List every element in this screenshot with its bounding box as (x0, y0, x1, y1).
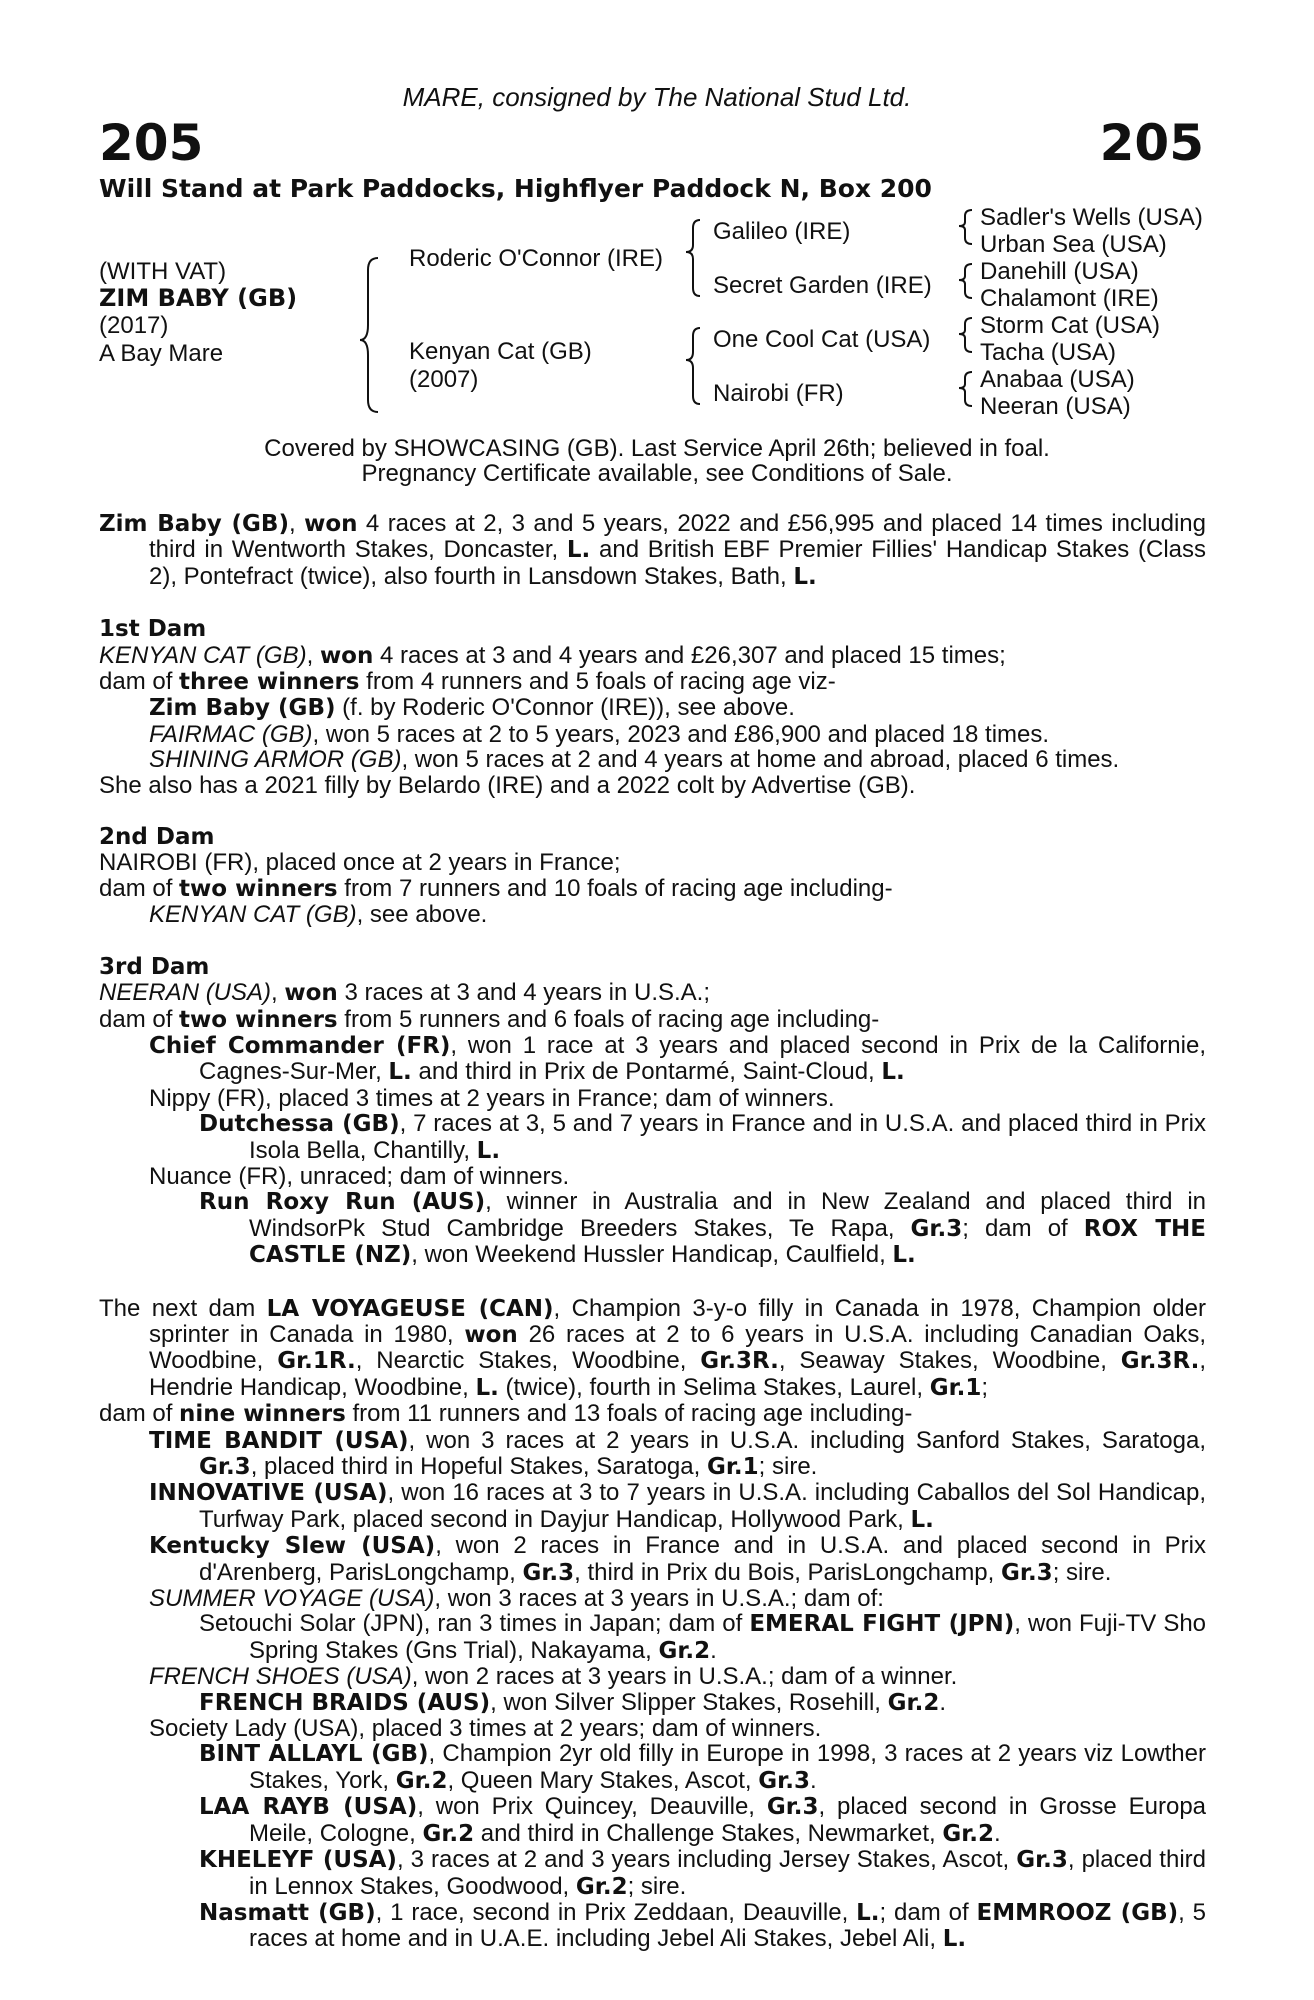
nextdam-dam-of: dam of nine winners from 11 runners and 13 foals of racing age including- (99, 1400, 913, 1428)
nextdam-french-braids: FRENCH BRAIDS (AUS), won Silver Slipper Stakes, Rosehill, Gr.2. (199, 1688, 946, 1716)
dam1-name: KENYAN CAT (GB) (99, 641, 307, 669)
intro-paragraph: Zim Baby (GB), won 4 races at 2, 3 and 5 years, 2022 and £56,995 and placed 14 times including third in Wentworth Stakes, Doncaster, L. and British EBF Premier Fillies' Handicap Stakes (Class 2), Pontefract (twice), also fourth in Lansdown Stakes, Bath, L. (99, 510, 1207, 590)
stand-location: Will Stand at Park Paddocks, Highflyer Paddock N, Box 200 (99, 174, 932, 203)
brace-g4 (959, 372, 972, 406)
dam1-foal-shining-armor: SHINING ARMOR (GB) (149, 746, 402, 774)
vat-label: (WITH VAT) (99, 258, 227, 285)
nextdam-setouchi-solar: Setouchi Solar (JPN), ran 3 times in Japan; dam of EMERAL FIGHT (JPN), won Fuji-TV Sho Spring Stakes (Gns Trial), Nakayama, Gr.2. (199, 1610, 1207, 1664)
consignment-line: MARE, consigned by The National Stud Ltd. (402, 82, 912, 112)
brace-g2 (959, 264, 972, 298)
pedigree-dam-sire: One Cool Cat (USA) (713, 326, 931, 353)
dam3-heading: 3rd Dam (99, 953, 210, 980)
dam3-chief-commander: Chief Commander (FR), won 1 race at 3 years and placed second in Prix de la Californie, Cagnes-Sur-Mer, L. and third in Prix de Pontarmé, Saint-Cloud, L. (149, 1031, 1206, 1086)
pedigree-g8: Neeran (USA) (980, 393, 1131, 420)
nextdam-nasmatt: Nasmatt (GB), 1 race, second in Prix Zeddaan, Deauville, L.; dam of EMMROOZ (GB), 5 races at home and in U.A.E. including Jebel Ali Stakes, Jebel Ali, L. (199, 1898, 1207, 1953)
dam2-line-3: KENYAN CAT (GB), see above. (149, 901, 488, 929)
nextdam-society-lady: Society Lady (USA), placed 3 times at 2 years; dam of winners. (149, 1715, 822, 1743)
dam1-winners: three winners (179, 669, 360, 696)
pedigree-dam: Kenyan Cat (GB) (409, 338, 592, 365)
catalogue-body (99, 511, 1206, 1953)
dam2-line-2: dam of two winners from 7 runners and 10 foals of racing age including- (99, 874, 893, 902)
dam1-line-6: She also has a 2021 filly by Belardo (IRE) and a 2022 colt by Advertise (GB). (99, 771, 916, 799)
nextdam-laa-rayb: LAA RAYB (USA), won Prix Quincey, Deauville, Gr.3, placed second in Grosse Europa Meile, Cologne, Gr.2 and third in Challenge Stakes, Newmarket, Gr.2. (199, 1793, 1207, 1847)
nextdam-name: LA VOYAGEUSE (CAN) (266, 1295, 554, 1322)
pedigree-g5: Storm Cat (USA) (980, 312, 1161, 339)
pedigree-sire-sire: Galileo (IRE) (713, 218, 851, 245)
covered-line-1: Covered by SHOWCASING (GB). Last Service April 26th; believed in foal. (264, 435, 1050, 462)
pedigree-g6: Tacha (USA) (980, 339, 1117, 366)
dam1-heading: 1st Dam (99, 616, 207, 643)
pedigree-dam-dam: Nairobi (FR) (713, 380, 844, 407)
pedigree-sire: Roderic O'Connor (IRE) (409, 245, 663, 272)
dam2-heading: 2nd Dam (99, 824, 215, 851)
dam1-line-2: dam of three winners from 4 runners and 5 foals of racing age viz- (99, 668, 836, 696)
dam2-winners: two winners (179, 875, 338, 902)
horse-year: (2017) (99, 312, 169, 339)
pedigree-g2: Urban Sea (USA) (980, 231, 1167, 258)
intro-won: won (304, 511, 358, 537)
brace-main (360, 258, 378, 412)
dam3-name: NEERAN (USA) (99, 979, 272, 1007)
dam1-line-5: SHINING ARMOR (GB), won 5 races at 2 and 4 years at home and abroad, placed 6 times. (149, 746, 1120, 774)
lot-number-left: 205 (99, 114, 204, 172)
dam3-winners: two winners (179, 1006, 338, 1033)
brace-g1 (959, 210, 972, 244)
intro-text-1: 4 races at 2, 3 and 5 years, 2022 and £56,995 and placed 14 times including third in Wentworth Stakes, Doncaster, (149, 510, 1207, 564)
covered-line-2: Pregnancy Certificate available, see Conditions of Sale. (361, 460, 953, 487)
pedigree-g4: Chalamont (IRE) (980, 285, 1159, 312)
pedigree-g1: Sadler's Wells (USA) (980, 204, 1203, 231)
dam1-won: won (319, 642, 374, 669)
dam1-foal-zim-baby: Zim Baby (GB) (149, 695, 336, 722)
intro-listed-1: L. (566, 537, 591, 564)
dam2-foal-kenyan-cat: KENYAN CAT (GB) (149, 901, 357, 929)
pedigree-g3: Danehill (USA) (980, 258, 1139, 285)
dam2-line-1: NAIROBI (FR), placed once at 2 years in France; (99, 849, 621, 877)
dam1-foal-fairmac: FAIRMAC (GB) (149, 720, 313, 748)
nextdam-paragraph: The next dam LA VOYAGEUSE (CAN), Champion 3-y-o filly in Canada in 1978, Champion older sprinter in Canada in 1980, won 26 races at 2 to 6 years in U.S.A. including Canadian Oaks, Woodbine, Gr.1R., Nearctic Stakes, Woodbine, Gr.3R., Seaway Stakes, Woodbine, Gr.3R., Hendrie Handicap, Woodbine, L. (twice), fourth in Selima Stakes, Laurel, Gr.1; (99, 1294, 1206, 1401)
brace-dam (686, 328, 700, 404)
intro-text-2: and British EBF Premier Fillies' Handicap Stakes (Class 2), Pontefract (twice), also fourth in Lansdown Stakes, Bath, (149, 536, 1207, 590)
dam1-line-1: KENYAN CAT (GB), won 4 races at 3 and 4 years and £26,307 and placed 15 times; (99, 641, 1006, 669)
dam3-nuance: Nuance (FR), unraced; dam of winners. (149, 1162, 570, 1190)
pedigree-sire-dam: Secret Garden (IRE) (713, 272, 932, 299)
nextdam-summer-voyage: SUMMER VOYAGE (USA), won 3 races at 3 years in U.S.A.; dam of: (149, 1585, 884, 1613)
brace-sire (686, 220, 700, 296)
nextdam-innovative: INNOVATIVE (USA), won 16 races at 3 to 7 years in U.S.A. including Caballos del Sol Handicap, Turfway Park, placed second in Dayjur Handicap, Hollywood Park, L. (149, 1479, 1206, 1533)
dam3-nippy: Nippy (FR), placed 3 times at 2 years in France; dam of winners. (149, 1084, 835, 1112)
brace-g3 (959, 318, 972, 352)
horse-name: ZIM BABY (GB) (99, 284, 298, 312)
pedigree-g7: Anabaa (USA) (980, 366, 1135, 393)
dam3-line-2: dam of two winners from 5 runners and 6 foals of racing age including- (99, 1005, 880, 1033)
lot-number-right: 205 (1099, 114, 1204, 172)
horse-description: A Bay Mare (99, 340, 224, 367)
dam1-text: 4 races at 3 and 4 years and £26,307 and placed 15 times; (373, 641, 1006, 669)
nextdam-kentucky-slew: Kentucky Slew (USA), won 2 races in France and in U.S.A. and placed second in Prix d'Arenberg, ParisLongchamp, Gr.3, third in Prix du Bois, ParisLongchamp, Gr.3; sire. (149, 1532, 1207, 1586)
nextdam-bint-allayl: BINT ALLAYL (GB), Champion 2yr old filly in Europe in 1998, 3 races at 2 years viz Lowther Stakes, York, Gr.2, Queen Mary Stakes, Ascot, Gr.3. (199, 1740, 1206, 1794)
dam1-line-3: Zim Baby (GB) (f. by Roderic O'Connor (IRE)), see above. (149, 694, 795, 722)
nextdam-time-bandit: TIME BANDIT (USA), won 3 races at 2 years in U.S.A. including Sanford Stakes, Saratoga, Gr.3, placed third in Hopeful Stakes, Saratoga, Gr.1; sire. (149, 1426, 1207, 1480)
dam1-line-4: FAIRMAC (GB), won 5 races at 2 to 5 years, 2023 and £86,900 and placed 18 times. (149, 720, 1050, 748)
dam3-line-1: NEERAN (USA), won 3 races at 3 and 4 years in U.S.A.; (99, 979, 710, 1007)
nextdam-kheleyf: KHELEYF (USA), 3 races at 2 and 3 years including Jersey Stakes, Ascot, Gr.3, placed third in Lennox Stakes, Goodwood, Gr.2; sire. (199, 1846, 1206, 1900)
intro-horse-name: Zim Baby (GB) (99, 511, 289, 537)
intro-listed-2: L. (793, 563, 817, 590)
nextdam-french-shoes: FRENCH SHOES (USA), won 2 races at 3 years in U.S.A.; dam of a winner. (149, 1663, 958, 1691)
pedigree-dam-year: (2007) (409, 366, 479, 393)
dam3-run-roxy-run: Run Roxy Run (AUS), winner in Australia and in New Zealand and placed third in WindsorPk Stud Cambridge Breeders Stakes, Te Rapa, Gr.3; dam of ROX THE CASTLE (NZ), won Weekend Hussler Handicap, Caulfield, L. (199, 1188, 1207, 1269)
dam3-dutchessa: Dutchessa (GB), 7 races at 3, 5 and 7 years in France and in U.S.A. and placed third in Prix Isola Bella, Chantilly, L. (199, 1110, 1206, 1164)
